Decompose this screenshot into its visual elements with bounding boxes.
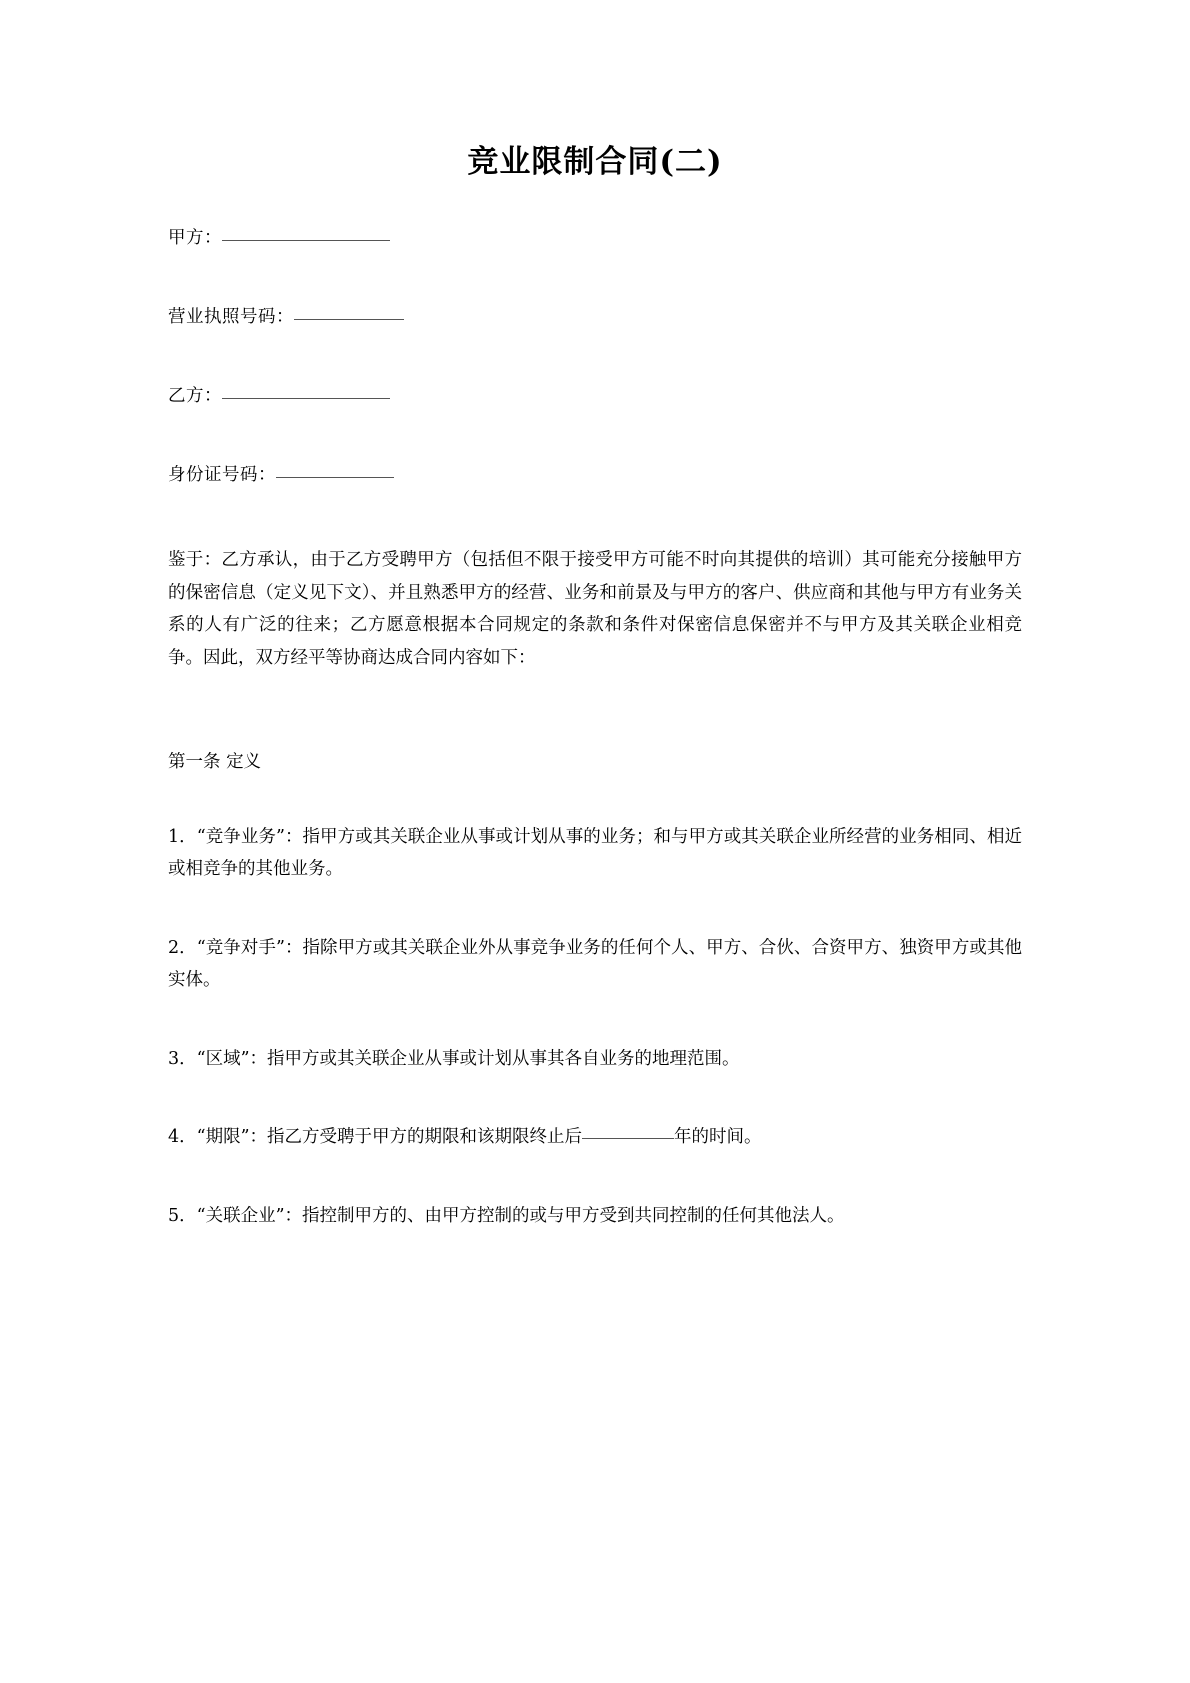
party-field-jiafang-label: 甲方： <box>168 228 222 249</box>
party-field-idcard-label: 身份证号码： <box>168 465 276 486</box>
clause-item <box>168 932 1022 997</box>
clause-item <box>168 821 1022 886</box>
party-field-jiafang-blank[interactable] <box>222 240 390 241</box>
clause-item <box>168 1121 1022 1154</box>
party-field-yifang <box>168 386 1022 407</box>
clause-number: 2． <box>168 937 197 958</box>
party-field-license <box>168 307 1022 328</box>
clause-number: 4． <box>168 1127 197 1148</box>
section-heading-definitions: 第一条 定义 <box>168 752 262 773</box>
party-field-yifang-label: 乙方： <box>168 386 222 407</box>
page-title: 竞业限制合同(二) <box>467 144 723 180</box>
party-field-jiafang <box>168 228 1022 249</box>
party-field-license-blank[interactable] <box>294 319 404 320</box>
party-field-idcard-blank[interactable] <box>276 477 394 478</box>
clause-item <box>168 1043 1022 1076</box>
party-field-license-label: 营业执照号码： <box>168 307 294 328</box>
clause-text-before-blank: “期限”：指乙方受聘于甲方的期限和该期限终止后 <box>196 1127 583 1148</box>
clause-text: “竞争对手”：指除甲方或其关联企业外从事竞争业务的任何个人、甲方、合伙、合资甲方、独资甲方或其他实体。 <box>168 937 1023 991</box>
clause-text: “关联企业”：指控制甲方的、由甲方控制的或与甲方受到共同控制的任何其他法人。 <box>196 1205 845 1226</box>
clause-text-after-blank: 年的时间。 <box>674 1127 762 1148</box>
party-field-yifang-blank[interactable] <box>222 398 390 399</box>
clause-number: 3． <box>168 1048 197 1069</box>
clause-item <box>168 1200 1022 1233</box>
clause-text: “竞争业务”：指甲方或其关联企业从事或计划从事的业务；和与甲方或其关联企业所经营的业务相同、相近或相竞争的其他业务。 <box>168 826 1023 880</box>
party-fields-block <box>168 228 1022 486</box>
clause-number: 5． <box>168 1205 197 1226</box>
recital-paragraph: 鉴于：乙方承认，由于乙方受聘甲方（包括但不限于接受甲方可能不时向其提供的培训）其可能充分接触甲方的保密信息（定义见下文）、并且熟悉甲方的经营、业务和前景及与甲方的客户、供应商和其他与甲方有业务关系的人有广泛的往来；乙方愿意根据本合同规定的条款和条件对保密信息保密并不与甲方及其关联企业相竞争。因此，双方经平等协商达成合同内容如下： <box>168 550 1022 668</box>
party-field-idcard <box>168 465 1022 486</box>
clause-number: 1． <box>168 826 197 847</box>
clause-term-blank[interactable] <box>582 1138 674 1139</box>
clause-text: “区域”：指甲方或其关联企业从事或计划从事其各自业务的地理范围。 <box>196 1048 740 1069</box>
